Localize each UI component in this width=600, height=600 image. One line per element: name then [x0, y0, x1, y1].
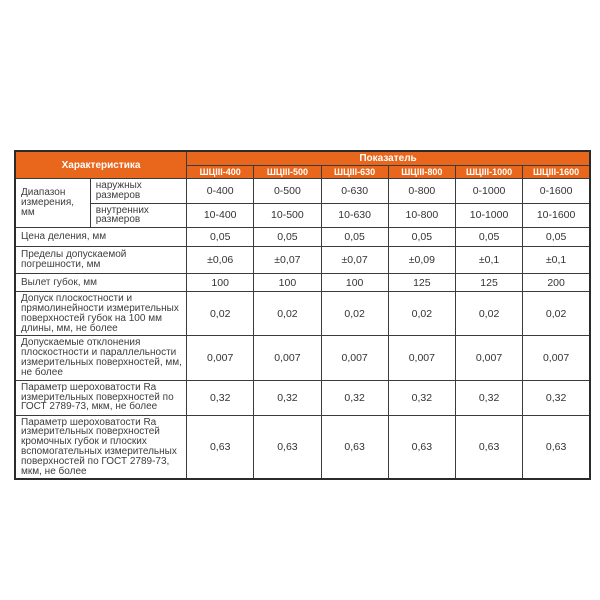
table-cell: 0,007 [187, 336, 254, 380]
row-label: Параметр шероховатости Ra измерительных поверхностей по ГОСТ 2789-73, мкм, не более [15, 380, 187, 415]
table-cell: 10-800 [388, 203, 455, 228]
table-cell: 0,63 [523, 415, 590, 479]
table-cell: 100 [187, 274, 254, 292]
table-cell: 0,05 [254, 228, 321, 247]
row-label: Допускаемые отклонения плоскостности и параллельности измерительных поверхностей, мм, не более [15, 336, 187, 380]
table-cell: ±0,07 [254, 247, 321, 274]
table-cell: 0,32 [455, 380, 522, 415]
table-cell: 0-1000 [455, 179, 522, 204]
row-label: Параметр шероховатости Ra измерительных поверхностей кромочных губок и плоских вспомогательных измерительных поверхностей по ГОСТ 2789-73, мкм, не более [15, 415, 187, 479]
table-row [15, 415, 590, 479]
table-cell: 0,05 [187, 228, 254, 247]
table-cell: ±0,07 [321, 247, 388, 274]
table-cell: 0,02 [388, 292, 455, 336]
table-cell: 0,02 [187, 292, 254, 336]
table-cell: 10-1000 [455, 203, 522, 228]
table-cell: 125 [455, 274, 522, 292]
table-cell: 0-400 [187, 179, 254, 204]
table-cell: 0,32 [388, 380, 455, 415]
table-cell: 10-1600 [523, 203, 590, 228]
table-cell: 0,02 [254, 292, 321, 336]
table-row [15, 228, 590, 247]
table-cell: 0-800 [388, 179, 455, 204]
table-cell: 10-400 [187, 203, 254, 228]
row-label: Цена деления, мм [15, 228, 187, 247]
column-header: ШЦIII-1000 [455, 166, 522, 179]
row-label: Пределы допускаемой погрешности, мм [15, 247, 187, 274]
specs-table-container [14, 150, 591, 480]
table-cell: 0,63 [388, 415, 455, 479]
table-cell: 125 [388, 274, 455, 292]
table-cell: 0,02 [523, 292, 590, 336]
table-row [15, 336, 590, 380]
table-cell: 0,02 [321, 292, 388, 336]
indicator-header: Показатель [187, 151, 590, 166]
column-header: ШЦIII-800 [388, 166, 455, 179]
table-cell: 0,007 [455, 336, 522, 380]
table-cell: 0,007 [388, 336, 455, 380]
characteristic-header: Характеристика [15, 151, 187, 179]
table-cell: 0,05 [321, 228, 388, 247]
table-cell: 0,007 [523, 336, 590, 380]
table-cell: 0,32 [321, 380, 388, 415]
table-row [15, 274, 590, 292]
column-header: ШЦIII-1600 [523, 166, 590, 179]
table-cell: ±0,1 [455, 247, 522, 274]
row-label: Диапазон измерения, мм [15, 179, 90, 228]
table-cell: ±0,1 [523, 247, 590, 274]
table-cell: 0-500 [254, 179, 321, 204]
table-cell: 0,63 [321, 415, 388, 479]
table-cell: ±0,09 [388, 247, 455, 274]
column-header: ШЦIII-500 [254, 166, 321, 179]
table-row [15, 203, 590, 228]
table-cell: ±0,06 [187, 247, 254, 274]
table-cell: 0,32 [254, 380, 321, 415]
row-label: Вылет губок, мм [15, 274, 187, 292]
table-cell: 0,32 [523, 380, 590, 415]
table-cell: 0,05 [455, 228, 522, 247]
column-header: ШЦIII-400 [187, 166, 254, 179]
table-cell: 0,05 [523, 228, 590, 247]
header-row-indicator [15, 151, 590, 166]
table-cell: 0,63 [455, 415, 522, 479]
column-header: ШЦIII-630 [321, 166, 388, 179]
table-cell: 0,63 [254, 415, 321, 479]
table-row [15, 247, 590, 274]
table-cell: 0,05 [388, 228, 455, 247]
table-cell: 0,007 [321, 336, 388, 380]
table-cell: 0,007 [254, 336, 321, 380]
table-cell: 200 [523, 274, 590, 292]
row-sublabel: внутренних размеров [90, 203, 186, 228]
table-row [15, 292, 590, 336]
table-cell: 0-1600 [523, 179, 590, 204]
row-sublabel: наружных размеров [90, 179, 186, 204]
table-cell: 0,02 [455, 292, 522, 336]
table-cell: 0,63 [187, 415, 254, 479]
table-cell: 100 [321, 274, 388, 292]
table-row [15, 179, 590, 204]
row-label: Допуск плоскостности и прямолинейности измерительных поверхностей губок на 100 мм длины, мм, не более [15, 292, 187, 336]
caliper-specs-table [14, 150, 591, 480]
table-cell: 10-630 [321, 203, 388, 228]
table-cell: 0-630 [321, 179, 388, 204]
table-cell: 10-500 [254, 203, 321, 228]
table-row [15, 380, 590, 415]
table-cell: 0,32 [187, 380, 254, 415]
table-cell: 100 [254, 274, 321, 292]
